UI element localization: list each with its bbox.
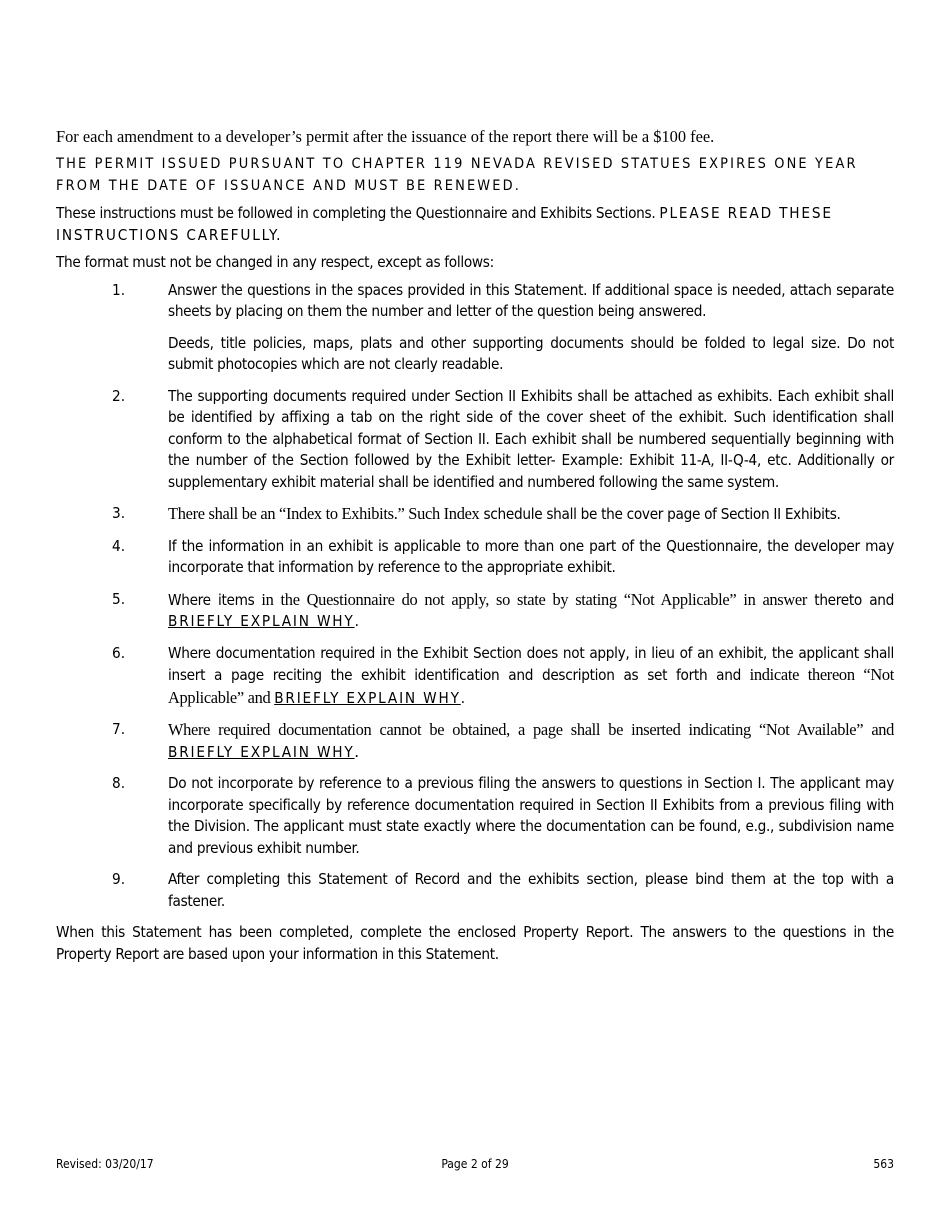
instruction-list bbox=[56, 280, 894, 913]
list-item bbox=[56, 536, 894, 579]
item-number: 2. bbox=[112, 386, 126, 405]
item-5-serif-text: in the Questionnaire do not apply, so state by stating “Not Applicable” in answer bbox=[254, 589, 808, 609]
format-line: The format must not be changed in any respect, except as follows: bbox=[56, 253, 494, 271]
item-4-text: If the information in an exhibit is applicable to more than one part of the Questionnaire, the developer may incorporate that information by reference to the appropriate exhibit. bbox=[168, 536, 894, 576]
item-7-serif-text: Where required documentation cannot be obtained, a page shall be inserted indicating “Not Available” and bbox=[168, 720, 894, 739]
list-item bbox=[56, 773, 894, 859]
list-item bbox=[56, 589, 894, 633]
item-5-end: . bbox=[354, 612, 359, 630]
item-1-subtext: Deeds, title policies, maps, plats and other supporting documents should be folded to legal size. Do not submit photocopies which are not clearly readable. bbox=[168, 333, 894, 373]
item-5-text-a: Where items bbox=[168, 590, 255, 609]
form-code: 563 bbox=[873, 1157, 894, 1171]
item-number: 9. bbox=[112, 870, 126, 888]
closing-paragraph: When this Statement has been completed, complete the enclosed Property Report. The answers to the questions in the Property Report are based upon your information in this Statement. bbox=[56, 923, 894, 963]
fee-paragraph: For each amendment to a developer’s permit after the issuance of the report there will be a $100 fee. bbox=[56, 127, 715, 146]
list-item bbox=[56, 643, 894, 710]
item-3-rest-text: schedule shall be the cover page of Section II Exhibits. bbox=[479, 505, 841, 523]
document-body bbox=[56, 126, 894, 971]
item-5-text bbox=[168, 589, 894, 633]
item-8-text: Do not incorporate by reference to a previous filing the answers to questions in Section I. The applicant may incorporate specifically by reference documentation required in Section II Exhibits from a previous filing with the Division. The applicant must state exactly where the documentation can be found, e.g., subdivision name and previous exhibit number. bbox=[168, 774, 894, 857]
item-text bbox=[168, 280, 894, 376]
item-number: 6. bbox=[112, 643, 126, 662]
instructions-caps: PLEASE READ THESE INSTRUCTIONS CAREFULLY. bbox=[56, 204, 833, 244]
page-number: Page 2 of 29 bbox=[441, 1157, 509, 1171]
item-number: 8. bbox=[112, 774, 126, 792]
permit-notice: THE PERMIT ISSUED PURSUANT TO CHAPTER 119 NEVADA REVISED STATUES EXPIRES ONE YEAR FROM THE DATE OF ISSUANCE AND MUST BE RENEWED. bbox=[56, 156, 858, 194]
list-item bbox=[56, 869, 894, 912]
item-number: 3. bbox=[112, 504, 126, 522]
list-item bbox=[56, 386, 894, 494]
instructions-lead: These instructions must be followed in completing the Questionnaire and Exhibits Sections. bbox=[56, 204, 656, 222]
item-number: 5. bbox=[112, 589, 126, 608]
instructions-paragraph bbox=[56, 203, 894, 246]
item-3-serif-text: There shall be an “Index to Exhibits.” Such Index bbox=[168, 504, 480, 523]
item-number: 7. bbox=[112, 720, 126, 738]
item-7-underline: BRIEFLY EXPLAIN WHY bbox=[168, 742, 355, 761]
list-item bbox=[56, 280, 894, 376]
item-7-end: . bbox=[354, 741, 359, 761]
revised-date: Revised: 03/20/17 bbox=[56, 1157, 154, 1171]
item-2-text: The supporting documents required under Section II Exhibits shall be attached as exhibits. Each exhibit shall be identified by affixing a tab on the right side of the cover sheet of the exhibit. Such identification shall conform to the alphabetical format of Section II. Each exhibit shall be numbered sequentially beginning with the number of the Section followed by the Exhibit letter- Example: Exhibit 11-A, II-Q-4, etc. Additionally or supplementary exhibit material shall be identified and numbered following the same system. bbox=[168, 386, 894, 491]
item-6-serif-text: indicate thereon “Not Applicable” and bbox=[168, 665, 894, 707]
list-item bbox=[56, 719, 894, 763]
item-1-text: Answer the questions in the spaces provided in this Statement. If additional space is needed, attach separate sheets by placing on them the number and letter of the question being answered. bbox=[168, 280, 894, 320]
item-6-text bbox=[168, 643, 894, 710]
item-3-text bbox=[168, 503, 894, 526]
item-9-text: After completing this Statement of Record and the exhibits section, please bind them at the top with a fastener. bbox=[168, 870, 894, 910]
item-5-text-b: thereto and bbox=[807, 590, 894, 609]
item-6-underline: BRIEFLY EXPLAIN WHY bbox=[274, 688, 461, 707]
page-footer bbox=[56, 1157, 894, 1175]
item-6-text-a: Where documentation required in the Exhibit Section does not apply, in lieu of an exhibit, the applicant shall insert a page reciting the exhibit identification and description as set forth and bbox=[168, 643, 894, 684]
item-number: 1. bbox=[112, 280, 126, 299]
item-5-underline: BRIEFLY EXPLAIN WHY bbox=[168, 612, 355, 630]
item-6-end: . bbox=[460, 688, 465, 707]
item-7-text bbox=[168, 719, 894, 763]
item-number: 4. bbox=[112, 536, 126, 555]
list-item bbox=[56, 503, 894, 526]
